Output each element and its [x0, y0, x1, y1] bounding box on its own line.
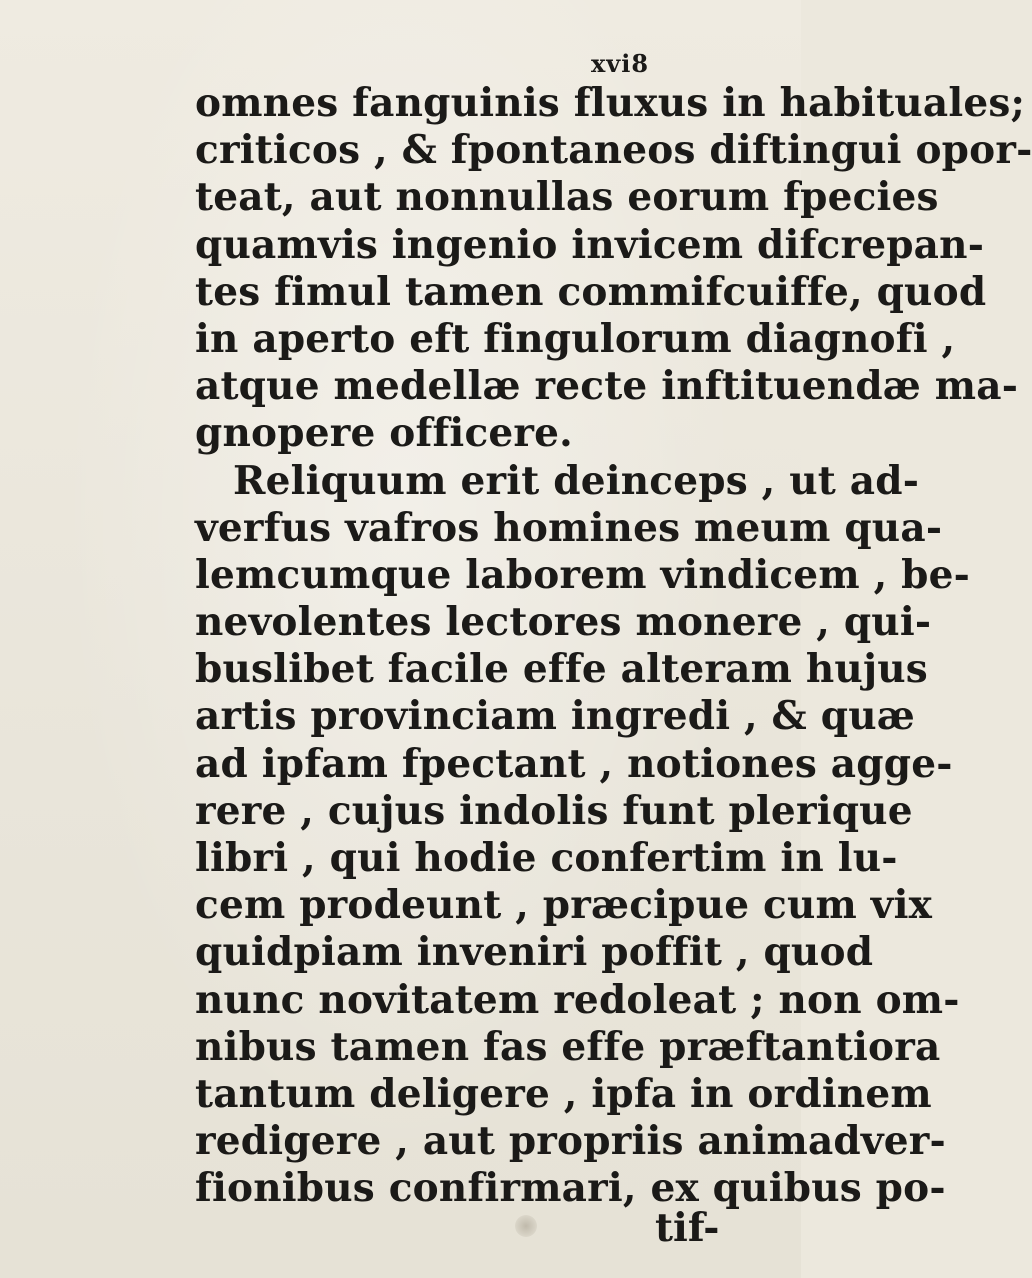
text-line: buslibet facile effe alteram hujus — [195, 646, 928, 693]
text-line: fionibus confirmari, ex quibus po- — [195, 1165, 946, 1212]
ink-stain — [515, 1215, 537, 1237]
text-line: teat, aut nonnullas eorum fpecies — [195, 174, 939, 221]
text-line: omnes fanguinis fluxus in habituales; — [195, 80, 1026, 126]
catchword: tif- — [655, 1205, 720, 1251]
paragraph-start-line: Reliquum erit deinceps , ut ad- — [233, 457, 920, 504]
text-line: nunc novitatem redoleat ; non om- — [195, 976, 960, 1023]
text-line: ad ipfam fpectant , notiones agge- — [195, 740, 953, 787]
body-text — [195, 80, 1032, 1213]
text-line: rere , cujus indolis funt plerique — [195, 787, 913, 834]
text-line: criticos , & fpontaneos diftingui opor- — [195, 127, 1032, 174]
text-line: quidpiam inveniri poffit , quod — [195, 929, 874, 976]
text-line: tes fimul tamen commifcuiffe, quod — [195, 268, 987, 315]
text-line: gnopere officere. — [195, 410, 573, 457]
text-line: nibus tamen fas effe præftantiora — [195, 1023, 941, 1070]
text-line: lemcumque laborem vindicem , be- — [195, 551, 970, 598]
text-line: nevolentes lectores monere , qui- — [195, 599, 932, 646]
text-line: artis provinciam ingredi , & quæ — [195, 693, 915, 740]
text-line: in aperto eft fingulorum diagnofi , — [195, 315, 956, 362]
signature-mark: xvi8 — [591, 49, 650, 78]
text-line: redigere , aut propriis animadver- — [195, 1118, 946, 1165]
text-line: verfus vafros homines meum qua- — [195, 504, 943, 551]
text-line: tantum deligere , ipfa in ordinem — [195, 1070, 932, 1117]
text-line: libri , qui hodie confertim in lu- — [195, 835, 898, 881]
text-line: atque medellæ recte inftituendæ ma- — [195, 363, 1019, 410]
text-line: quamvis ingenio invicem difcrepan- — [195, 221, 985, 268]
text-line: cem prodeunt , præcipue cum vix — [195, 882, 933, 929]
